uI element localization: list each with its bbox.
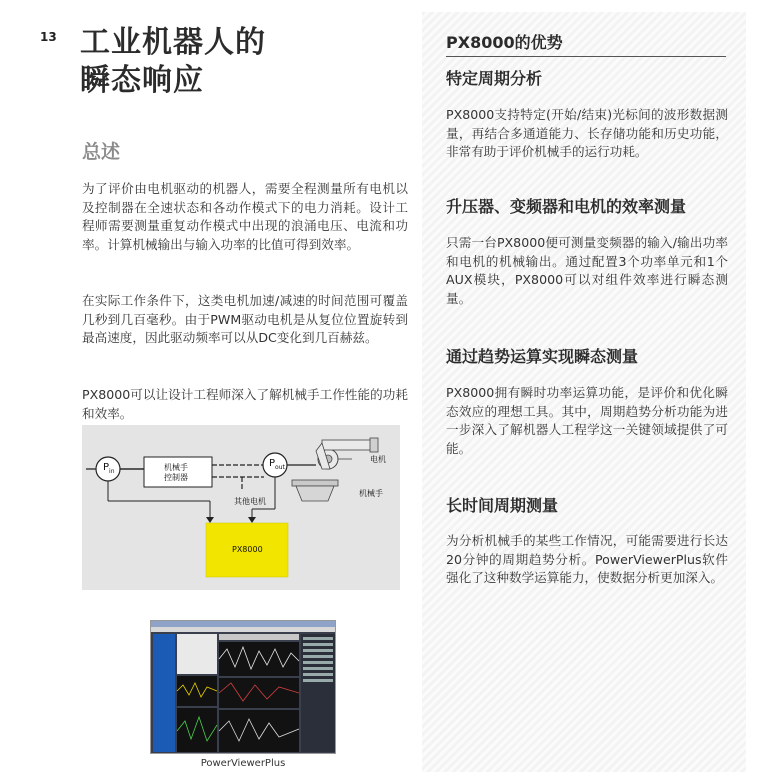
advantage-heading-2: 升压器、变频器和电机的效率测量 (446, 197, 687, 216)
pout-label-main: P (269, 458, 276, 469)
advantage-heading-1: 特定周期分析 (446, 69, 543, 88)
advantage-heading-4: 长时间周期测量 (446, 496, 559, 515)
advantages-title: PX8000的优势 (446, 33, 563, 52)
pout-label-sub: out (275, 464, 285, 471)
pin-label (103, 463, 115, 477)
advantage-text-2: 只需一台PX8000便可测量变频器的输入/输出功率和电机的机械输出。通过配置3个功率单元和1个AUX模块，PX8000可以对组件效率进行瞬态测量。 (446, 235, 728, 306)
overview-paragraph-2: 在实际工作条件下，这类电机加速/减速的时间范围可覆盖几秒到几百毫秒。由于PWM驱动电机是从复位位置旋转到最高速度，因此驱动频率可以从DC变化到几百赫兹。 (82, 293, 408, 345)
page-title-line2: 瞬态响应 (80, 63, 204, 98)
instrument-label: PX8000 (232, 545, 263, 554)
page-title (80, 24, 266, 100)
screenshot-caption: PowerViewerPlus (200, 758, 286, 769)
software-screenshot (150, 620, 336, 754)
overview-paragraph-3: PX8000可以让设计工程师深入了解机械手工作性能的功耗和效率。 (82, 387, 408, 421)
advantage-text-1: PX8000支持特定(开始/结束)光标间的波形数据测量，再结合多通道能力、长存储功能和历史功能，非常有助于评价机械手的运行功耗。 (446, 107, 728, 159)
page-title-line1: 工业机器人的 (80, 25, 266, 60)
robot-arm-label: 机械手 (359, 489, 383, 498)
controller-label-line1: 机械手 (164, 463, 188, 472)
page-number: 13 (40, 30, 57, 44)
software-screenshot-image (151, 621, 336, 754)
overview-heading: 总述 (82, 141, 121, 163)
advantage-heading-3: 通过趋势运算实现瞬态测量 (446, 347, 639, 366)
pout-label (269, 459, 285, 473)
other-motors-label: 其他电机 (234, 497, 266, 506)
advantage-text-4: 为分析机械手的某些工作情况，可能需要进行长达20分钟的周期趋势分析。PowerViewerPlus软件强化了这种数学运算能力，使数据分析更加深入。 (446, 533, 728, 585)
advantages-divider (446, 56, 726, 57)
motor-label: 电机 (370, 455, 386, 464)
controller-label (164, 463, 188, 483)
advantage-text-3: PX8000拥有瞬时功率运算功能，是评价和优化瞬态效应的理想工具。其中，周期趋势分析功能为进一步深入了解机器人工程学这一关键领域提供了可能。 (446, 385, 728, 456)
pin-label-sub: in (109, 468, 115, 475)
pin-label-main: P (103, 462, 110, 473)
overview-paragraph-1: 为了评价由电机驱动的机器人，需要全程测量所有电机以及控制器在全速状态和各动作模式下的电力消耗。设计工程师需要测量重复动作模式中出现的浪涌电压、电流和功率。计算机械输出与输入功率的比值可得到效率。 (82, 181, 408, 252)
diagram-lines (82, 425, 400, 590)
controller-label-line2: 控制器 (164, 473, 188, 482)
measurement-diagram (82, 425, 400, 590)
